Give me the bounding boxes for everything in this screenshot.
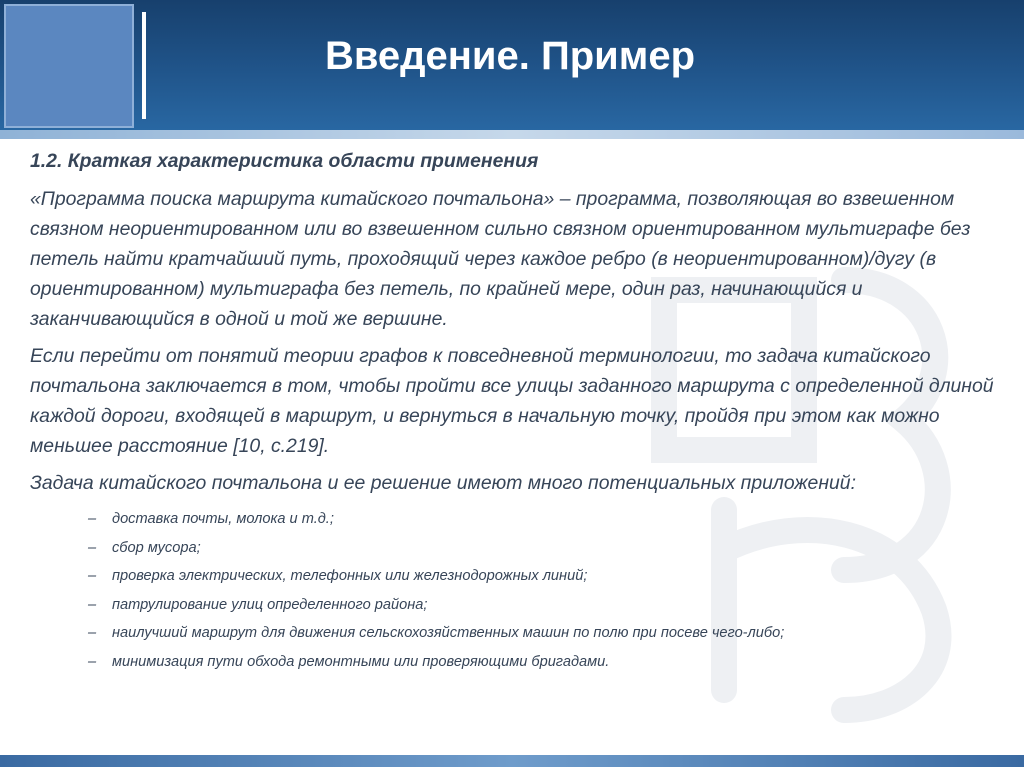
bullet-dash: – <box>88 511 97 527</box>
list-item: – наилучший маршрут для движения сельскохозяйственных машин по полю при посеве чего-либо; <box>30 619 998 648</box>
footer-bar <box>0 755 1024 767</box>
slide-title: Введение. Пример <box>324 34 696 78</box>
bullet-dash: – <box>88 539 97 556</box>
decorative-bar <box>142 12 146 119</box>
bullet-dash: – <box>88 653 97 670</box>
bullet-dash: – <box>88 568 97 584</box>
list-item: – доставка почты, молока и т.д.; <box>30 505 998 534</box>
slide-body <box>30 146 998 676</box>
list-item: – патрулирование улиц определенного района; <box>30 591 998 620</box>
paragraph-applications: Задача китайского почтальона и ее решение имеют много потенциальных приложений: <box>30 472 856 494</box>
section-heading: 1.2. Краткая характеристика области применения <box>30 150 539 172</box>
decorative-square <box>4 4 134 128</box>
paragraph-explanation: Если перейти от понятий теории графов к повседневной терминологии, то задача китайского почтальона заключается в том, чтобы пройти все улицы заданного маршрута с определенной длиной каждой дороги, входящей в маршрут, и вернуться в начальную точку, пройдя при этом как можно меньшее расстояние [10, с.219]. <box>30 345 994 457</box>
header-divider <box>0 130 1024 139</box>
paragraph-definition: «Программа поиска маршрута китайского почтальона» – программа, позволяющая во взвешенном связном неориентированном или во взвешенном сильно связном ориентированном мультиграфе без петель найти кратчайший путь, проходящий через каждое ребро (в неориентированном)/дугу (в ориентированном) мультиграфа без петель, по крайней мере, один раз, начинающийся и заканчивающийся в одной и той же вершине. <box>30 188 971 330</box>
list-item: – проверка электрических, телефонных или железнодорожных линий; <box>30 562 998 591</box>
list-item: – минимизация пути обхода ремонтными или проверяющими бригадами. <box>30 648 998 677</box>
bullet-dash: – <box>88 625 97 641</box>
applications-list <box>30 505 998 676</box>
list-item: – сбор мусора; <box>30 534 998 563</box>
bullet-dash: – <box>88 596 97 613</box>
